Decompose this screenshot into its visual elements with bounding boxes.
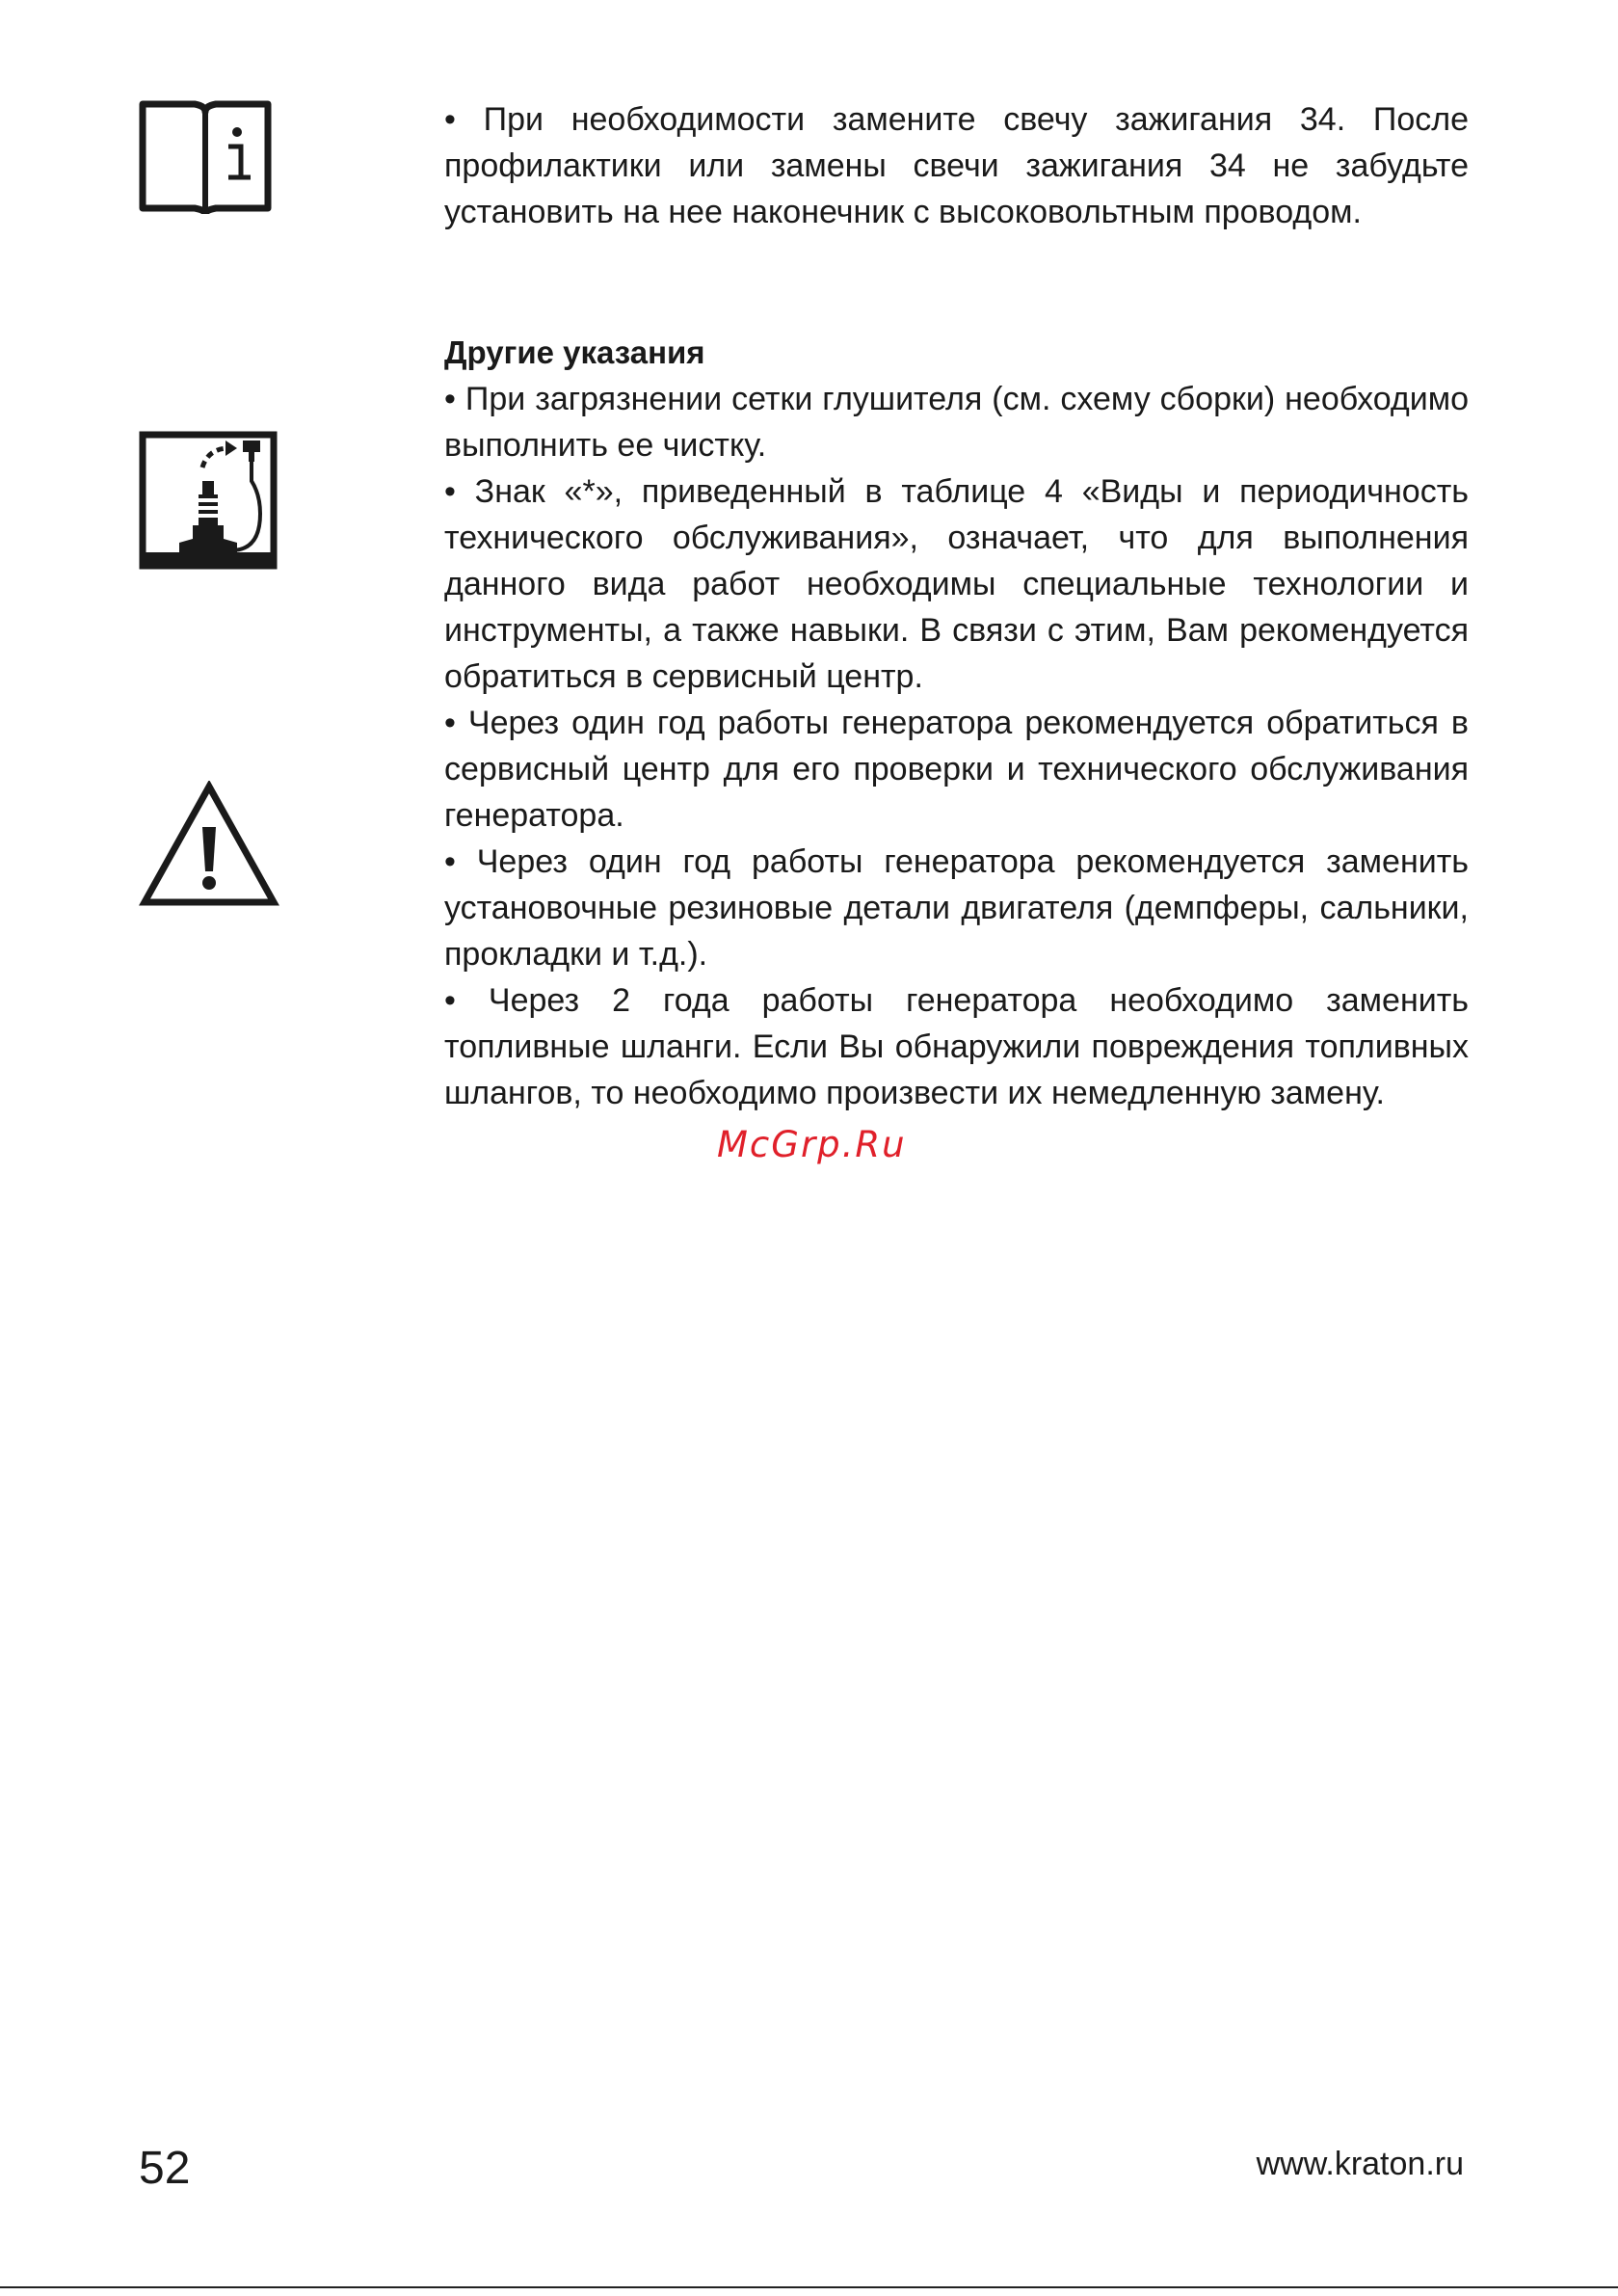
instruction-item: • Через 2 года работы генератора необходимо заменить топливные шланги. Если Вы обнаружили повреждения топливных шлангов, то необходимо произвести их немедленную замену. <box>444 982 1469 1111</box>
warning-icon <box>139 781 279 908</box>
spark-plug-text: • При необходимости замените свечу зажигания 34. После профилактики или замены свечи зажигания 34 не забудьте установить на нее наконечник с высоковольтным проводом. <box>444 101 1469 230</box>
page-number: 52 <box>139 2143 191 2194</box>
instruction-item: • Через один год работы генератора рекомендуется заменить установочные резиновые детали двигателя (демпферы, сальники, прокладки и т.д.). <box>444 843 1469 973</box>
other-instructions-section <box>444 330 1469 1116</box>
site-url: www.kraton.ru <box>1256 2146 1464 2182</box>
instruction-item: • Через один год работы генератора рекомендуется обратиться в сервисный центр для его проверки и технического обслуживания генератора. <box>444 705 1469 834</box>
instruction-item: • Знак «*», приведенный в таблице 4 «Виды и периодичность технического обслуживания», означает, что для выполнения данного вида работ необходимы специальные технологии и инструменты, а также навыки. В связи с этим, Вам рекомендуется обратиться в сервисный центр. <box>444 473 1469 695</box>
spark-plug-paragraph <box>444 96 1469 235</box>
bottom-divider <box>0 2286 1618 2288</box>
manual-info-icon <box>139 100 272 214</box>
section-heading: Другие указания <box>444 334 705 370</box>
watermark: McGrp.Ru <box>717 1124 907 1165</box>
spark-plug-icon <box>139 431 278 570</box>
instruction-item: • При загрязнении сетки глушителя (см. схему сборки) необходимо выполнить ее чистку. <box>444 381 1469 464</box>
